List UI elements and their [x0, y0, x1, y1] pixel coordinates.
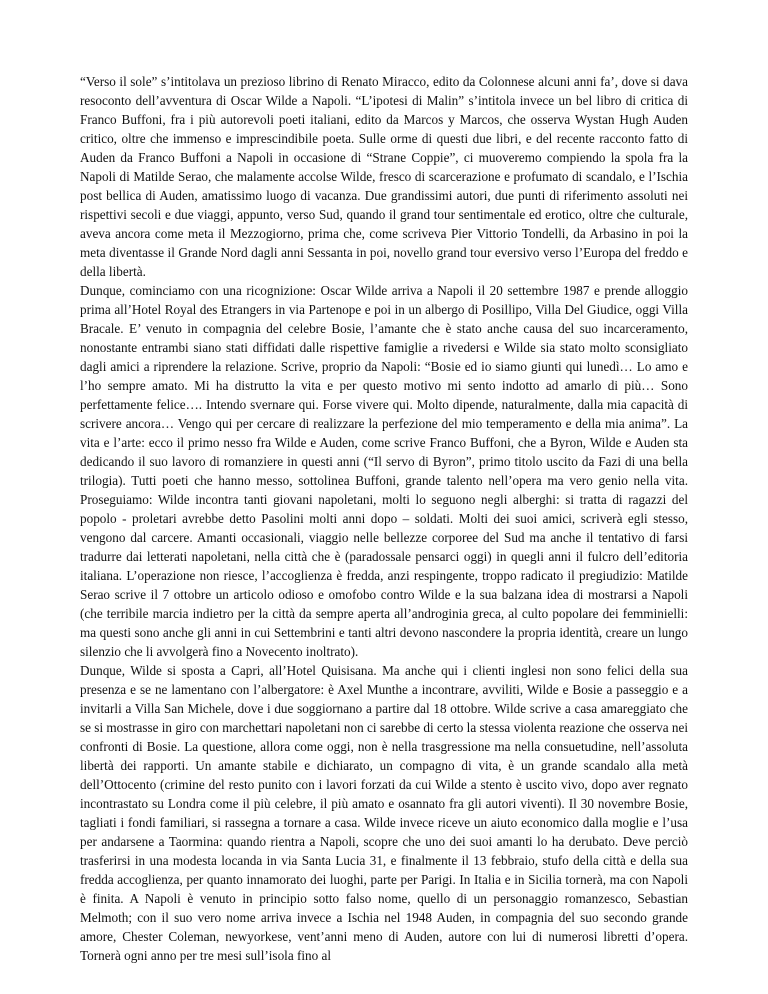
paragraph-intro: “Verso il sole” s’intitolava un prezioso librino di Renato Miracco, edito da Colonnese alcuni anni fa’, dove si dava resoconto dell’avventura di Oscar Wilde a Napoli. “L’ipotesi di Malin” s’intitola invece un bel libro di critica di Franco Buffoni, fra i più autorevoli poeti italiani, edito da Marcos y Marcos, che osserva Wystan Hugh Auden critico, oltre che immenso e imprescindibile poeta. Sulle orme di questi due libri, e del recente racconto fatto di Auden da Franco Buffoni a Napoli in occasione di “Strane Coppie”, ci muoveremo compiendo la spola fra la Napoli di Matilde Serao, che malamente accolse Wilde, fresco di scarcerazione e profumato di scandalo, e l’Ischia post bellica di Auden, amatissimo luogo di vacanza. Due grandissimi autori, due punti di riferimento assoluti nei rispettivi secoli e due viaggi, appunto, verso Sud, quando il grand tour sentimentale ed erotico, oltre che culturale, aveva ancora come meta il Mezzogiorno, prima che, come scriveva Pier Vittorio Tondelli, da Arbasino in poi la meta diventasse il Grande Nord dagli anni Sessanta in poi, novello grand tour eversivo verso l’Europa del freddo e della libertà.: [80, 74, 688, 279]
paragraph-wilde-capri: Dunque, Wilde si sposta a Capri, all’Hotel Quisisana. Ma anche qui i clienti inglesi non sono felici della sua presenza e se ne lamentano con l’albergatore: è Axel Munthe a incontrare, avviliti, Wilde e Bosie a passeggio e a invitarli a Villa San Michele, dove i due soggiornano a partire dal 18 ottobre. Wilde scrive a casa amareggiato che se si mostrasse in giro con marchettari napoletani non ci sarebbe di certo la stessa violenta reazione che osserva nei confronti di Bosie. La questione, allora come oggi, non è nella trasgressione ma nella consuetudine, nell’assoluta libertà dei rapporti. Un amante stabile e dichiarato, un compagno di vita, è un grande scandalo alla metà dell’Ottocento (crimine del resto punito con i lavori forzati da cui Wilde a stento è uscito vivo, dopo aver regnato incontrastato su Londra come il più celebre, il più amato e osannato fra gli autori viventi). Il 30 novembre Bosie, tagliati i fondi familiari, si rassegna a tornare a casa. Wilde invece riceve un aiuto economico dalla moglie e l’usa per andarsene a Taormina: quando rientra a Napoli, scopre che uno dei suoi amanti lo ha derubato. Deve perciò trasferirsi in una modesta locanda in via Santa Lucia 31, e finalmente il 13 febbraio, stufo della città e della sua fredda accoglienza, per quanto innamorato dei luoghi, parte per Parigi. In Italia e in Sicilia tornerà, ma con Napoli è finita. A Napoli è venuto in principio sotto falso nome, quello di un personaggio romanzesco, Sebastian Melmoth; con il suo vero nome arriva invece a Ischia nel 1948 Auden, in compagnia del suo secondo grande amore, Chester Coleman, newyorkese, vent’anni meno di Auden, autore con lui di numerosi libretti d’opera. Tornerà ogni anno per tre mesi sull’isola fino al: [80, 663, 688, 963]
document-page: [80, 72, 688, 965]
paragraph-wilde-naples: Dunque, cominciamo con una ricognizione: Oscar Wilde arriva a Napoli il 20 settembre 1987 e prende alloggio prima all’Hotel Royal des Etrangers in via Partenope e poi in un albergo di Posillipo, Villa Del Giudice, oggi Villa Bracale. E’ venuto in compagnia del celebre Bosie, l’amante che è stato anche causa del suo incarceramento, nonostante entrambi siano stati diffidati dalle rispettive famiglie a rivedersi e Wilde sia stato molto sconsigliato dagli amici a riprendere la relazione. Scrive, proprio da Napoli: “Bosie ed io siamo giunti qui lunedì… Lo amo e l’ho sempre amato. Mi ha distrutto la vita e per questo motivo mi sento indotto ad amarlo di più… Sono perfettamente felice…. Intendo svernare qui. Forse vivere qui. Molto dipende, naturalmente, dalla mia capacità di scrivere ancora… Vengo qui per cercare di realizzare la perfezione del mio temperamento e della mia anima”. La vita e l’arte: ecco il primo nesso fra Wilde e Auden, come scrive Franco Buffoni, che a Byron, Wilde e Auden sta dedicando il suo lavoro di romanziere in questi anni (“Il servo di Byron”, primo titolo uscito da Fazi di una bella trilogia). Tutti poeti che hanno messo, sottolinea Buffoni, grande talento nell’opera ma vero genio nella vita. Proseguiamo: Wilde incontra tanti giovani napoletani, molti lo seguono negli alberghi: si tratta di ragazzi del popolo - proletari avrebbe detto Pasolini molti anni dopo – soldati. Molti dei suoi amici, scriverà egli stesso, vengono dal carcere. Amanti occasionali, viaggio nelle bellezze corporee del Sud ma anche il tentativo di farsi tradurre dai letterati napoletani, nella città che è (paradossale pensarci oggi) in quegli anni il fulcro dell’editoria italiana. L’operazione non riesce, l’accoglienza è fredda, anzi respingente, troppo radicato il pregiudizio: Matilde Serao scrive il 7 ottobre un articolo odioso e omofobo contro Wilde e la sua balzana idea di mostrarsi a Napoli (che terribile marcia indietro per la città da sempre aperta all’androginia greca, al culto popolare dei femminielli: ma questi sono anche gli anni in cui Settembrini e tanti altri devono nascondere la propria identità, creare un lungo silenzio che li avvolgerà fino a Novecento inoltrato).: [80, 283, 688, 659]
